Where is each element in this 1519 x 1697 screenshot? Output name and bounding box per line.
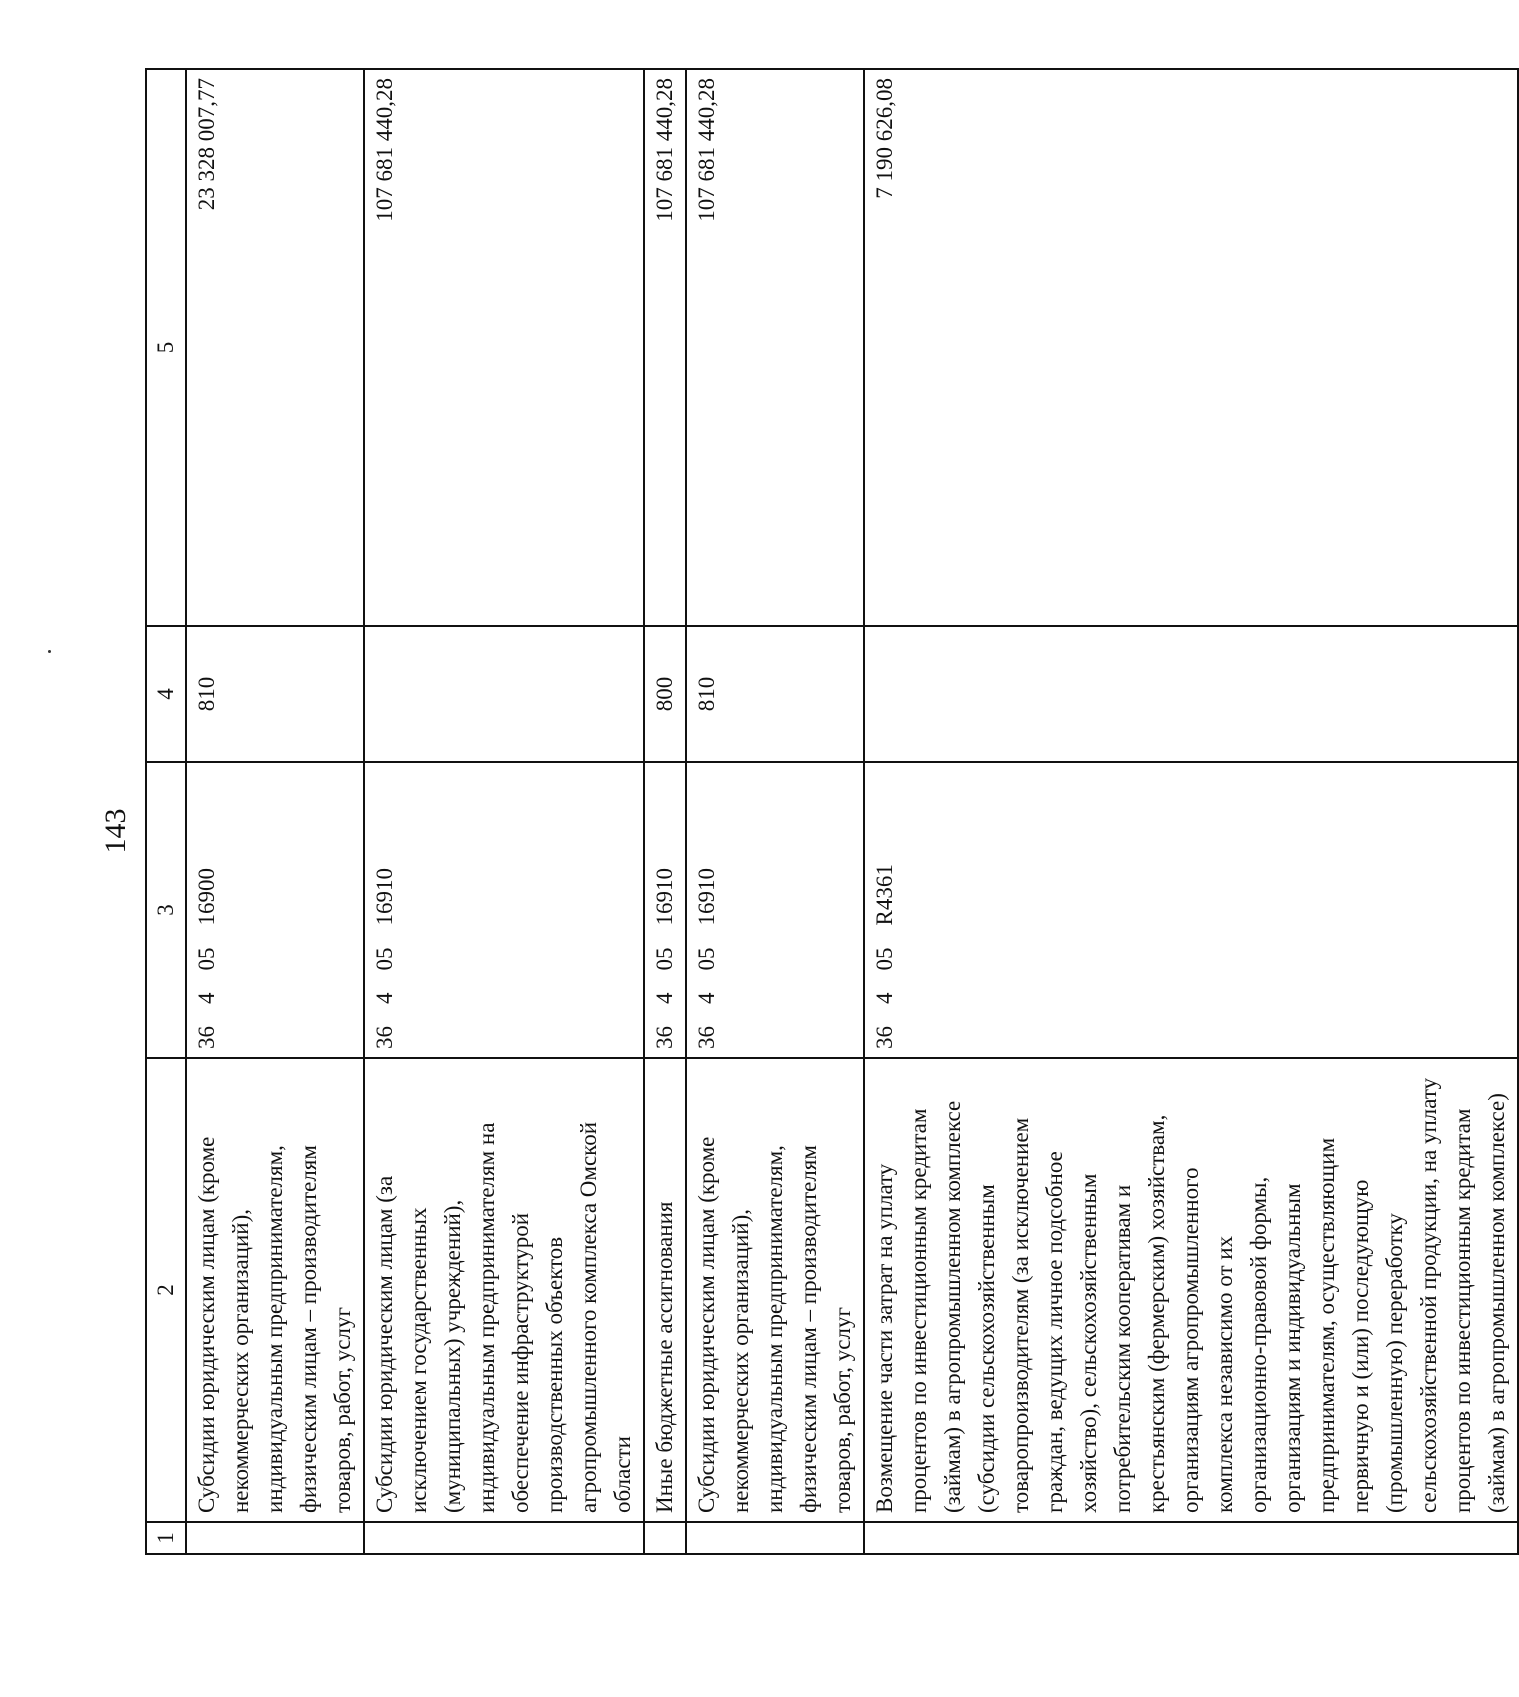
code-part: 4 [694, 992, 719, 1004]
cell-type: 810 [686, 626, 864, 762]
code-part: 36 [694, 1026, 719, 1049]
code-part: 4 [652, 992, 677, 1004]
code-part: 16910 [372, 868, 397, 926]
cell-amount: 107 681 440,28 [644, 69, 686, 626]
cell-col1 [686, 1522, 864, 1554]
table-header-row [146, 69, 186, 1554]
cell-description: Иные бюджетные ассигнования [644, 1058, 686, 1522]
code-part: 05 [872, 947, 897, 971]
scan-speck [48, 650, 51, 653]
cell-code [186, 762, 364, 1058]
header-col-5: 5 [146, 69, 186, 626]
code-part: 05 [652, 947, 677, 971]
page-number: 143 [99, 808, 132, 854]
header-col-2: 2 [146, 1058, 186, 1522]
code-part: 4 [372, 992, 397, 1004]
cell-col1 [864, 1522, 1518, 1554]
cell-amount: 107 681 440,28 [686, 69, 864, 626]
rotated-table-container [145, 70, 1509, 1555]
code-part: 05 [372, 947, 397, 971]
table-row [186, 69, 364, 1554]
cell-col1 [186, 1522, 364, 1554]
header-col-3: 3 [146, 762, 186, 1058]
cell-col1 [364, 1522, 644, 1554]
cell-description: Возмещение части затрат на уплату процентов по инвестиционным кредитам (займам) в агропромышленном комплексе (субсидии сельскохозяйственным товаропроизводителям (за исключением граждан, ведущих личное подсобное хозяйство), сельскохозяйственным потребительским кооперативам и крестьянским (фермерским) хозяйствам, организациям агропромышленного комплекса независимо от их организационно-правовой формы, организациям и индивидуальным предпринимателям, осуществляющим первичную и (или) последующую (промышленную) переработку сельскохозяйственной продукции, на уплату процентов по инвестиционным кредитам (займам) в агропромышленном комплексе) [864, 1058, 1518, 1522]
code-part: 16910 [694, 868, 719, 926]
code-part: 05 [694, 947, 719, 971]
header-col-4: 4 [146, 626, 186, 762]
code-part: 16900 [194, 868, 219, 926]
cell-code [644, 762, 686, 1058]
cell-type: 800 [644, 626, 686, 762]
code-part: 05 [194, 947, 219, 971]
cell-col1 [644, 1522, 686, 1554]
cell-code [864, 762, 1518, 1058]
cell-type [364, 626, 644, 762]
code-part: 4 [872, 992, 897, 1004]
cell-amount: 107 681 440,28 [364, 69, 644, 626]
code-part: 4 [194, 992, 219, 1004]
table-row [864, 69, 1518, 1554]
cell-code [364, 762, 644, 1058]
table-row [364, 69, 644, 1554]
code-part: 36 [372, 1026, 397, 1049]
code-part: 36 [872, 1026, 897, 1049]
code-part: 36 [194, 1026, 219, 1049]
cell-description: Субсидии юридическим лицам (за исключением государственных (муниципальных) учреждений), индивидуальным предпринимателям на обеспечение инфраструктурой производственных объектов агропромышленного комплекса Омской области [364, 1058, 644, 1522]
cell-type: 810 [186, 626, 364, 762]
cell-description: Субсидии юридическим лицам (кроме некоммерческих организаций), индивидуальным предпринимателям, физическим лицам – производителям товаров, работ, услуг [686, 1058, 864, 1522]
cell-description: Субсидии юридическим лицам (кроме некоммерческих организаций), индивидуальным предпринимателям, физическим лицам – производителям товаров, работ, услуг [186, 1058, 364, 1522]
header-col-1: 1 [146, 1522, 186, 1554]
cell-code [686, 762, 864, 1058]
code-part: 16910 [652, 868, 677, 926]
budget-table [145, 68, 1519, 1555]
cell-type [864, 626, 1518, 762]
cell-amount: 7 190 626,08 [864, 69, 1518, 626]
code-part: 36 [652, 1026, 677, 1049]
cell-amount: 23 328 007,77 [186, 69, 364, 626]
code-part: R4361 [872, 864, 897, 926]
table-row [686, 69, 864, 1554]
table-row [644, 69, 686, 1554]
